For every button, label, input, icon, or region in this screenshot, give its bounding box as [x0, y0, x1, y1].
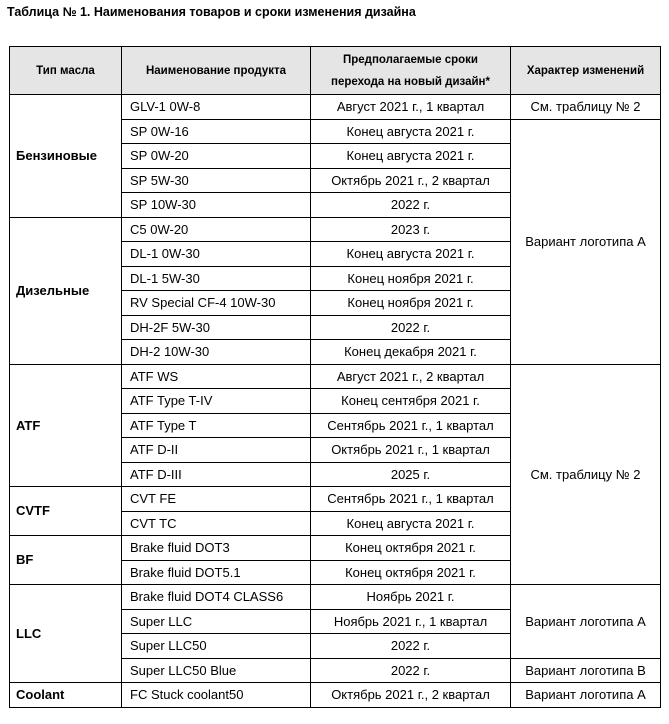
table-row	[10, 585, 661, 610]
change-cell: См. траблицу № 2	[511, 364, 661, 585]
group-llc: LLC	[10, 585, 122, 683]
date-cell: Сентябрь 2021 г., 1 квартал	[311, 487, 511, 512]
group-atf: ATF	[10, 364, 122, 487]
product-cell: ATF D-III	[122, 462, 311, 487]
group-petrol: Бензиновые	[10, 95, 122, 218]
product-cell: Brake fluid DOT3	[122, 536, 311, 561]
product-cell: Super LLC50	[122, 634, 311, 659]
product-cell: RV Special CF-4 10W-30	[122, 291, 311, 316]
product-cell: ATF WS	[122, 364, 311, 389]
date-cell: Октябрь 2021 г., 2 квартал	[311, 683, 511, 708]
date-cell: Конец октября 2021 г.	[311, 536, 511, 561]
product-cell: SP 0W-20	[122, 144, 311, 169]
date-cell: Октябрь 2021 г., 1 квартал	[311, 438, 511, 463]
date-cell: 2022 г.	[311, 315, 511, 340]
table-row	[10, 95, 661, 120]
date-cell: Конец августа 2021 г.	[311, 242, 511, 267]
header-date-line2: перехода на новый дизайн*	[331, 75, 490, 88]
header-date-line1: Предполагаемые сроки	[343, 53, 478, 66]
product-cell: DL-1 5W-30	[122, 266, 311, 291]
header-row	[10, 47, 661, 95]
product-cell: Brake fluid DOT5.1	[122, 560, 311, 585]
group-bf: BF	[10, 536, 122, 585]
table-row	[10, 683, 661, 708]
date-cell: Ноябрь 2021 г., 1 квартал	[311, 609, 511, 634]
product-cell: DH-2 10W-30	[122, 340, 311, 365]
header-oil-type: Тип масла	[10, 47, 122, 95]
product-cell: SP 10W-30	[122, 193, 311, 218]
table-row	[10, 364, 661, 389]
group-cvtf: CVTF	[10, 487, 122, 536]
table-title: Таблица № 1. Наименования товаров и сроки изменения дизайна	[7, 5, 416, 19]
date-cell: Конец ноября 2021 г.	[311, 266, 511, 291]
date-cell: 2022 г.	[311, 658, 511, 683]
date-cell: Сентябрь 2021 г., 1 квартал	[311, 413, 511, 438]
product-cell: SP 5W-30	[122, 168, 311, 193]
product-cell: ATF D-II	[122, 438, 311, 463]
product-cell: CVT TC	[122, 511, 311, 536]
product-cell: DL-1 0W-30	[122, 242, 311, 267]
header-product: Наименование продукта	[122, 47, 311, 95]
product-cell: SP 0W-16	[122, 119, 311, 144]
date-cell: Конец октября 2021 г.	[311, 560, 511, 585]
product-cell: FC Stuck coolant50	[122, 683, 311, 708]
change-cell: См. траблицу № 2	[511, 95, 661, 120]
date-cell: Ноябрь 2021 г.	[311, 585, 511, 610]
products-table	[9, 46, 661, 708]
date-cell: Конец августа 2021 г.	[311, 144, 511, 169]
product-cell: DH-2F 5W-30	[122, 315, 311, 340]
group-coolant: Coolant	[10, 683, 122, 708]
date-cell: 2023 г.	[311, 217, 511, 242]
change-cell: Вариант логотипа А	[511, 585, 661, 659]
product-cell: CVT FE	[122, 487, 311, 512]
date-cell: Конец декабря 2021 г.	[311, 340, 511, 365]
product-cell: C5 0W-20	[122, 217, 311, 242]
product-cell: ATF Type T-IV	[122, 389, 311, 414]
change-cell: Вариант логотипа А	[511, 119, 661, 364]
product-cell: Super LLC	[122, 609, 311, 634]
product-cell: GLV-1 0W-8	[122, 95, 311, 120]
date-cell: Август 2021 г., 1 квартал	[311, 95, 511, 120]
product-cell: Super LLC50 Blue	[122, 658, 311, 683]
date-cell: 2025 г.	[311, 462, 511, 487]
date-cell: Конец сентября 2021 г.	[311, 389, 511, 414]
change-cell: Вариант логотипа А	[511, 683, 661, 708]
date-cell: Конец августа 2021 г.	[311, 511, 511, 536]
group-diesel: Дизельные	[10, 217, 122, 364]
date-cell: 2022 г.	[311, 634, 511, 659]
product-cell: ATF Type T	[122, 413, 311, 438]
change-cell: Вариант логотипа В	[511, 658, 661, 683]
product-cell: Brake fluid DOT4 CLASS6	[122, 585, 311, 610]
date-cell: Октябрь 2021 г., 2 квартал	[311, 168, 511, 193]
header-date	[311, 47, 511, 95]
date-cell: 2022 г.	[311, 193, 511, 218]
date-cell: Август 2021 г., 2 квартал	[311, 364, 511, 389]
date-cell: Конец августа 2021 г.	[311, 119, 511, 144]
header-change: Характер изменений	[511, 47, 661, 95]
date-cell: Конец ноября 2021 г.	[311, 291, 511, 316]
